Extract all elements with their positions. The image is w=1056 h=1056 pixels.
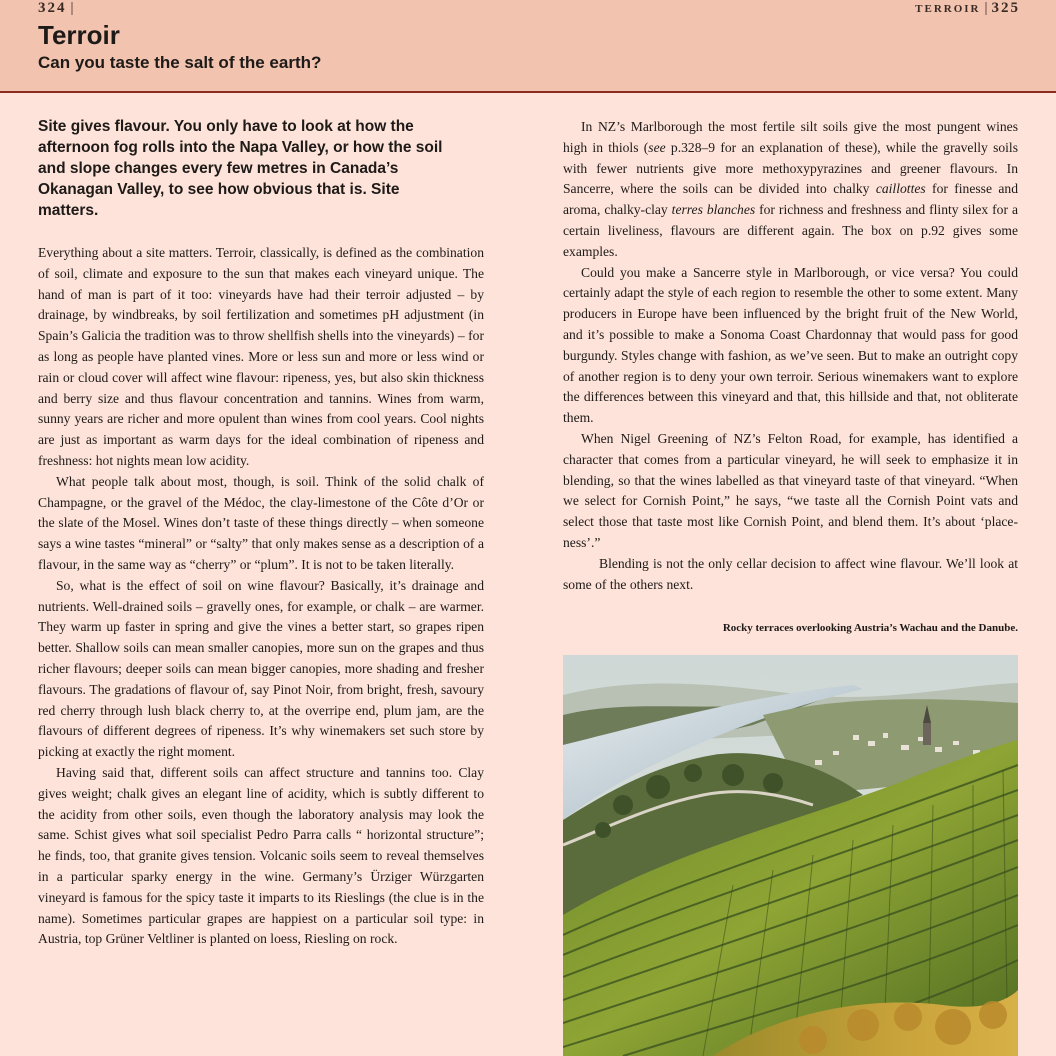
right-page-number: 325 [991,0,1020,16]
vineyard-photo [563,655,1018,1056]
page-subtitle: Can you taste the salt of the earth? [38,53,322,72]
right-paragraph-1: In NZ’s Marlborough the most fertile silt soils give the most pungent wines high in thiols (see p.328–9 for an explanation of these), while the gravelly soils with fewer nutrients give more methoxypyrazines and greener flavours. In Sancerre, where the soils can be divided into chalky caillottes for finesse and aroma, chalky-clay terres blanches for richness and freshness and flinty silex for a certain liveliness, flavours are different again. The box on p.92 gives some examples. [563,119,1018,259]
running-head: TERROIR [915,3,981,15]
page-title: Terroir [38,20,120,50]
header-band [0,0,1056,93]
right-column [563,117,1018,595]
photo-caption: Rocky terraces overlooking Austria’s Wachau and the Danube. [722,622,1018,634]
left-column [38,243,484,950]
right-page-header: TERROIR | 325 [915,0,1020,16]
right-paragraph-3: When Nigel Greening of NZ’s Felton Road, for example, has identified a character that comes from a particular vineyard, he will seek to emphasize it in blending, so that the wines labelled as that vineyard taste of that vineyard. “When we select for Cornish Point,” he says, “we taste all the Cornish Point vats and select those that taste most like Cornish Point, and blend them. It’s about ‘place-ness’.” [563,430,1018,550]
intro-paragraph: Site gives flavour. You only have to look at how the afternoon fog rolls into the Napa Valley, or how the soil and slope changes every few metres in Canada’s Okanagan Valley, to see how obvious that is. Site matters. [38,118,443,219]
left-paragraph-4: Having said that, different soils can affect structure and tannins too. Clay gives weight; chalk gives an elegant line of acidity, which is subtly different to the acidity from other soils, even though the laboratory analysis may look the same. Schist gives what soil specialist Pedro Parra calls “ horizontal structure”; he finds, too, that granite gives tension. Volcanic soils seem to reveal themselves in a particular sparky energy in the wine. Germany’s Ürziger Würzgarten vineyard is famous for the spicy taste it imparts to its Rieslings (the clue is in the name). Sometimes particular grapes are happiest on a particular soil type: in Austria, top Grüner Veltliner is planted on loess, Riesling on rock. [38,764,484,947]
left-page-number: 324 | [38,0,76,16]
vineyard-photo-illustration [563,655,1018,1056]
right-paragraph-2: Could you make a Sancerre style in Marlborough, or vice versa? You could certainly adapt the style of each region to resemble the other to some extent. Many producers in Europe have been influenced by the bright fruit of the New World, and it’s possible to make a Sonoma Coast Chardonnay that would pass for good burgundy. Styles change with fashion, as we’ve seen. But to make an outright copy of another region is to deny your own terroir. Serious winemakers want to explore the differences between this vineyard and that, this hillside and that, not obliterate them. [563,264,1018,426]
right-paragraph-4: Blending is not the only cellar decision to affect wine flavour. We’ll look at some of the others next. [563,555,1018,592]
left-paragraph-3: So, what is the effect of soil on wine flavour? Basically, it’s drainage and nutrients. Well-drained soils – gravelly ones, for example, or chalk – are warmer. They warm up faster in spring and give the vines a better start, so grapes ripen better. Shallow soils can mean smaller canopies, more sun on the grapes and thus richer flavours; deeper soils can mean bigger canopies, more shading and fresher flavours. The gradations of flavour of, say Pinot Noir, from bright, fresh, savoury red cherry through lush black cherry to, at the overripe end, plum jam, are the flavours of different degrees of ripeness. It’s why winemakers set such store by picking at exactly the right moment. [38,577,484,760]
left-paragraph-2: What people talk about most, though, is soil. Think of the solid chalk of Champagne, or the gravel of the Médoc, the clay-limestone of the Côte d’Or or the slate of the Mosel. Wines don’t taste of these things directly – when someone says a wine tastes “mineral” or “salty” that only makes sense as a description of a flavour, in the same way as “cherry” or “plum”. It is not to be taken literally. [38,473,484,572]
left-paragraph-1: Everything about a site matters. Terroir, classically, is defined as the combination of soil, climate and exposure to the sun that makes each vineyard unique. The hand of man is part of it too: vineyards have had their terroir adjusted – by drainage, by windbreaks, by soil fertilization and sometimes pH adjustment (in Spain’s Galicia the tradition was to throw shellfish shells into the vineyards) – for as long as people have planted vines. More or less sun and more or less wind or rain or cloud cover will affect wine flavour: ripeness, yes, but also skin thickness and berry size and thus flavour concentration and tannins. Wines from warm, sunny years are richer and more opulent than wines from cool years. Cool nights are just as important as warm days for the ideal combination of ripeness and freshness: hot nights mean low acidity. [38,245,484,468]
